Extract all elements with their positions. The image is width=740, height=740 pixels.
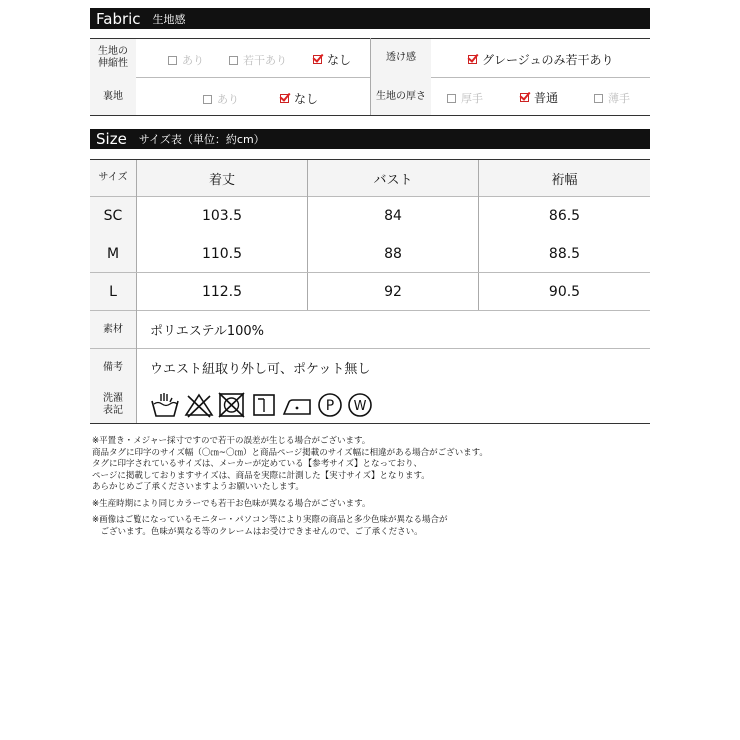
fabric-title: Fabric: [96, 9, 141, 28]
stretch-option-slight[interactable]: 若干あり: [229, 52, 287, 68]
line-dry-icon: [252, 392, 276, 418]
lining-option-yes[interactable]: あり: [203, 91, 239, 107]
note-line: ございます。色味が異なる等のクレームはお受けできませんので、ご了承ください。: [92, 526, 423, 537]
note-line: ページに掲載しておりますサイズは、商品を実際に計測した【実寸サイズ】となります。: [92, 470, 430, 481]
row-l-size: L: [109, 283, 117, 300]
thickness-option-thin[interactable]: 薄手: [594, 90, 630, 106]
checkbox-icon: [594, 94, 603, 103]
row-m-size: M: [106, 245, 120, 262]
header-length: 着丈: [208, 172, 235, 188]
header-bust: バスト: [373, 172, 413, 188]
care-label: 洗濯 表記: [103, 393, 123, 416]
fabric-subtitle: 生地感: [152, 12, 186, 26]
thickness-option-normal[interactable]: 普通: [520, 89, 558, 106]
sheer-option[interactable]: グレージュのみ若干あり: [468, 51, 614, 68]
thickness-option-thick[interactable]: 厚手: [447, 90, 483, 106]
note-line: タグに印字されているサイズは、メーカーが定めている【参考サイズ】となっており、: [92, 459, 422, 469]
stretch-option-yes[interactable]: あり: [168, 52, 204, 68]
divider: [90, 423, 650, 424]
wet-clean-w-icon: [347, 392, 373, 418]
notes-block: [92, 436, 488, 538]
checkbox-icon: [203, 95, 212, 104]
size-subtitle: サイズ表（単位：約cm）: [138, 133, 265, 146]
header-size: サイズ: [98, 172, 128, 183]
row-sc-length: 103.5: [201, 207, 243, 224]
note-line: あらかじめご了承くださいますようお願いいたします。: [92, 482, 304, 492]
iron-low-icon: [282, 392, 312, 418]
fabric-header: [90, 8, 650, 29]
note-line: ※生産時期により同じカラーでも若干お色味が異なる場合がございます。: [92, 498, 371, 509]
divider: [90, 115, 650, 116]
checkbox-checked-icon: [520, 93, 529, 102]
row-l-sleeve: 90.5: [548, 283, 581, 300]
lining-option-no[interactable]: なし: [280, 90, 318, 107]
row-l-bust: 92: [384, 283, 402, 300]
stretch-label: 生地の 伸縮性: [98, 46, 128, 69]
size-header: [90, 129, 650, 149]
note-line: ※画像はご覧になっているモニター・パソコン等により実際の商品と多少色味が異なる場合が: [92, 515, 448, 525]
row-sc-size: SC: [103, 207, 123, 224]
sheer-label: 透け感: [386, 52, 416, 63]
row-l-length: 112.5: [201, 283, 243, 300]
no-tumble-dry-icon: [218, 392, 246, 418]
row-m-length: 110.5: [201, 245, 243, 262]
dry-clean-p-icon: [317, 392, 343, 418]
row-sc-bust: 84: [384, 207, 402, 224]
material-value: ポリエステル100%: [150, 324, 264, 339]
note-line: 商品タグに印字のサイズ幅（〇㎝~〇㎝）と商品ページ掲載のサイズ幅に相違がある場合がございます。: [92, 447, 488, 458]
lining-label: 裏地: [103, 90, 123, 102]
checkbox-icon: [168, 56, 177, 65]
size-title: Size: [96, 130, 127, 148]
remarks-value: ウエスト紐取り外し可、ポケット無し: [150, 362, 371, 377]
stretch-option-no[interactable]: なし: [313, 51, 351, 68]
wet-clean-letter: W: [353, 399, 367, 414]
row-m-sleeve: 88.5: [548, 245, 581, 262]
remarks-label: 備考: [103, 361, 123, 373]
checkbox-checked-icon: [313, 55, 322, 64]
thickness-label: 生地の厚さ: [376, 90, 426, 102]
note-line: ※平置き・メジャー採寸ですので若干の誤差が生じる場合がございます。: [92, 436, 371, 446]
dry-clean-letter: P: [325, 398, 335, 414]
row-sc-sleeve: 86.5: [548, 207, 581, 224]
checkbox-icon: [447, 94, 456, 103]
hand-wash-icon: [150, 392, 180, 418]
checkbox-icon: [229, 56, 238, 65]
material-label: 素材: [103, 323, 123, 335]
row-m-bust: 88: [384, 245, 402, 262]
header-sleeve: 裄幅: [551, 172, 578, 188]
checkbox-checked-icon: [280, 94, 289, 103]
checkbox-checked-icon: [468, 55, 477, 64]
no-bleach-icon: [184, 392, 214, 418]
